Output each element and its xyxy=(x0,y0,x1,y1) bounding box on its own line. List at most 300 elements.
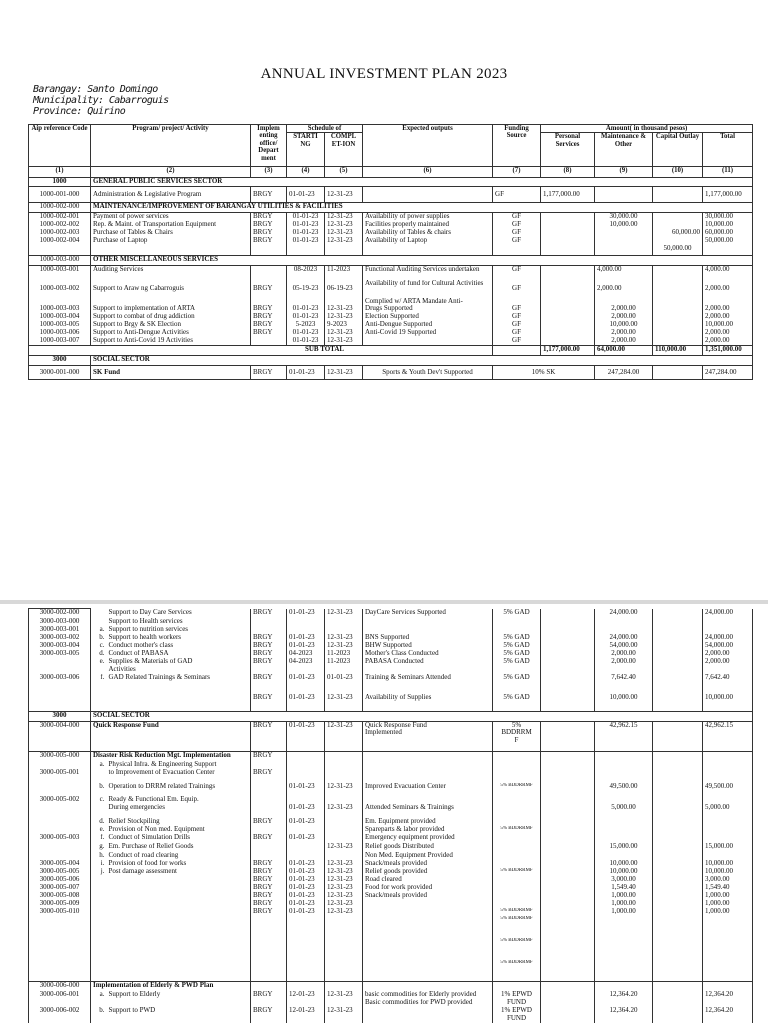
personal-services xyxy=(541,221,595,229)
implementing-office: BRGY xyxy=(251,658,287,666)
aip-code: 1000-003-002 xyxy=(29,280,91,298)
personal-services xyxy=(541,999,595,1007)
mooe-amount xyxy=(595,916,653,938)
table-row xyxy=(29,280,753,298)
start-date: 08-2023 xyxy=(287,266,325,280)
col-implementing-header: Implem enting office/ Depart ment xyxy=(251,125,287,167)
capital-outlay xyxy=(653,609,703,618)
mooe-amount xyxy=(595,618,653,626)
col-outputs-header: Expected outputs xyxy=(363,125,493,167)
program-name: Conduct mother's class xyxy=(107,642,251,650)
aip-code: 3000-005-003 xyxy=(29,834,91,843)
table-row xyxy=(29,618,753,626)
item-letter xyxy=(91,876,107,884)
aip-code: 1000-003-000 xyxy=(29,256,91,266)
mooe-amount xyxy=(595,834,653,843)
item-letter xyxy=(91,769,107,783)
end-date: 12-31-23 xyxy=(325,609,363,618)
funding-source xyxy=(493,796,541,804)
implementing-office: BRGY xyxy=(251,769,287,783)
capital-outlay xyxy=(653,826,703,834)
expected-output: Snack/meals provided xyxy=(363,892,493,900)
funding-source: FUND xyxy=(493,999,541,1007)
end-date: 12-31-23 xyxy=(325,642,363,650)
personal-services xyxy=(541,908,595,916)
capital-outlay xyxy=(653,900,703,908)
start-date: 01-01-23 xyxy=(287,884,325,892)
mooe-amount: 49,500.00 xyxy=(595,783,653,796)
aip-code: 3000-005-007 xyxy=(29,884,91,892)
program-name: Support to Elderly xyxy=(107,991,251,999)
capital-outlay xyxy=(653,329,703,337)
expected-output: basic commodities for Elderly provided xyxy=(363,991,493,999)
item-letter xyxy=(91,960,107,982)
aip-code xyxy=(29,938,91,960)
end-date: 12-31-23 xyxy=(325,187,363,203)
program-name: SK Fund xyxy=(91,365,251,379)
expected-output: Anti-Dengue Supported xyxy=(363,321,493,329)
personal-services xyxy=(541,843,595,852)
end-date: 11-2023 xyxy=(325,650,363,658)
expected-output: Facilities properly maintained xyxy=(363,221,493,229)
expected-output xyxy=(363,796,493,804)
funding-source: GF xyxy=(493,221,541,229)
table-row xyxy=(29,991,753,999)
item-letter: b. xyxy=(99,1006,105,1014)
subtotal-mooe: 64,000.00 xyxy=(595,345,653,355)
mooe-amount: 10,000.00 xyxy=(595,321,653,329)
start-date xyxy=(287,916,325,938)
expected-output: Anti-Covid 19 Supported xyxy=(363,329,493,337)
personal-services xyxy=(541,852,595,860)
subtotal-ps: 1,177,000.00 xyxy=(541,345,595,355)
funding-source: GF xyxy=(493,266,541,280)
expected-output: Election Supported xyxy=(363,313,493,321)
mooe-amount: 1,549.40 xyxy=(595,884,653,892)
total-amount: 1,549.40 xyxy=(703,884,753,892)
table-row xyxy=(29,221,753,229)
start-date xyxy=(287,666,325,674)
col-number: (3) xyxy=(251,167,287,178)
start-date xyxy=(287,796,325,804)
item-letter xyxy=(91,1015,107,1023)
mooe-amount: 7,642.40 xyxy=(595,674,653,694)
aip-code: 3000-001-000 xyxy=(29,365,91,379)
program-name: Rep. & Maint. of Transportation Equipment xyxy=(91,221,251,229)
end-date xyxy=(325,916,363,938)
implementing-office: BRGY xyxy=(251,650,287,658)
location-info xyxy=(33,84,169,117)
start-date xyxy=(287,618,325,626)
implementing-office: BRGY xyxy=(251,213,287,221)
end-date: 12-31-23 xyxy=(325,991,363,999)
table-row xyxy=(29,960,753,982)
expected-output: Sports & Youth Dev't Supported xyxy=(363,365,493,379)
end-date: 12-31-23 xyxy=(325,313,363,321)
qrf-output: Quick Response Fund xyxy=(365,721,427,729)
end-date xyxy=(325,852,363,860)
end-date xyxy=(325,626,363,634)
aip-code: 1000-003-007 xyxy=(29,337,91,345)
start-date: 01-01-23 xyxy=(287,694,325,712)
aip-code: 3000-005-001 xyxy=(29,769,91,783)
program-name: Post damage assessment xyxy=(107,868,251,876)
mooe-amount: 12,364.20 xyxy=(595,1007,653,1015)
funding-source xyxy=(493,860,541,868)
aip-code xyxy=(29,783,91,796)
funding-source: 1% EPWD xyxy=(493,1007,541,1015)
aip-code: 3000-006-000 xyxy=(29,982,91,991)
implementing-office xyxy=(251,618,287,626)
aip-code: 3000-005-004 xyxy=(29,860,91,868)
personal-services xyxy=(541,938,595,960)
implementing-office xyxy=(251,826,287,834)
capital-outlay xyxy=(653,187,703,203)
personal-services xyxy=(541,626,595,634)
expected-output xyxy=(363,908,493,916)
program-name: Purchase of Tables & Chairs xyxy=(91,229,251,237)
mooe-amount: 54,000.00 xyxy=(595,642,653,650)
item-letter: d. xyxy=(99,817,105,825)
implementing-office: BRGY xyxy=(251,609,287,618)
capital-outlay xyxy=(653,213,703,221)
total-amount: 2,000.00 xyxy=(703,280,753,298)
start-date xyxy=(287,999,325,1007)
item-letter: f. xyxy=(100,673,105,681)
implementing-office: BRGY xyxy=(251,991,287,999)
program-name: Support to Brgy & SK Election xyxy=(91,321,251,329)
implementing-office: BRGY xyxy=(251,892,287,900)
total-amount: 7,642.40 xyxy=(703,674,753,694)
aip-table-page2 xyxy=(28,608,753,1023)
expected-output: BNS Supported xyxy=(363,634,493,642)
expected-output: BHW Supported xyxy=(363,642,493,650)
end-date xyxy=(325,826,363,834)
implementing-office xyxy=(251,843,287,852)
personal-services xyxy=(541,769,595,783)
total-amount xyxy=(703,834,753,843)
expected-output: Drugs Supported xyxy=(363,305,493,313)
drr-extra-fund-rows xyxy=(29,916,753,982)
expected-output: Attended Seminars & Trainings xyxy=(363,804,493,818)
total-amount xyxy=(703,626,753,634)
capital-outlay xyxy=(653,1015,703,1023)
end-date: 12-31-23 xyxy=(325,908,363,916)
personal-services xyxy=(541,229,595,237)
personal-services xyxy=(541,960,595,982)
funding-source: GF xyxy=(493,237,541,245)
expected-output: Complied w/ ARTA Mandate Anti- xyxy=(363,298,493,305)
table-row xyxy=(29,818,753,826)
table-row xyxy=(29,843,753,852)
total-amount: 12,364.20 xyxy=(703,991,753,999)
table-row xyxy=(29,752,753,761)
personal-services xyxy=(541,1015,595,1023)
mooe-amount xyxy=(595,626,653,634)
item-letter xyxy=(91,804,107,818)
sector-row xyxy=(29,712,753,722)
start-date: 5-2023 xyxy=(287,321,325,329)
item-letter: c. xyxy=(99,641,105,649)
capital-outlay xyxy=(653,337,703,345)
expected-output xyxy=(363,769,493,783)
expected-output: Snack/meals provided xyxy=(363,860,493,868)
capital-outlay xyxy=(653,860,703,868)
mooe-amount xyxy=(595,187,653,203)
program-name: Operation to DRRM related Trainings xyxy=(107,783,251,796)
capital-outlay xyxy=(653,769,703,783)
implementing-office: BRGY xyxy=(251,694,287,712)
total-amount: 3,000.00 xyxy=(703,876,753,884)
aip-code xyxy=(29,826,91,834)
capital-outlay xyxy=(653,694,703,712)
program-name xyxy=(107,1015,251,1023)
col-total-header: Total xyxy=(703,133,753,167)
table-row xyxy=(29,266,753,280)
mooe-amount: 1,000.00 xyxy=(595,900,653,908)
personal-services xyxy=(541,991,595,999)
start-date: 04-2023 xyxy=(287,658,325,666)
aip-code: 3000-005-008 xyxy=(29,892,91,900)
expected-output: Mother's Class Conducted xyxy=(363,650,493,658)
total-amount: 24,000.00 xyxy=(703,609,753,618)
subtotal-total: 1,351,000.00 xyxy=(703,345,753,355)
expected-output xyxy=(363,618,493,626)
end-date: 12-31-23 xyxy=(325,900,363,908)
table-row xyxy=(29,694,753,712)
personal-services xyxy=(541,329,595,337)
total-amount xyxy=(703,769,753,783)
aip-code: 3000-002-000 xyxy=(29,609,91,618)
program-name: Provision of Non med. Equipment xyxy=(107,826,251,834)
col-co-header: Capital Outlay xyxy=(653,133,703,167)
end-date xyxy=(325,666,363,674)
end-date xyxy=(325,761,363,769)
program-name: Conduct of PABASA xyxy=(107,650,251,658)
total-amount: 2,000.00 xyxy=(703,305,753,313)
implementing-office: BRGY xyxy=(251,313,287,321)
end-date xyxy=(325,960,363,982)
program-name: Support to Day Care Services xyxy=(107,609,251,618)
qrf-fund: 5% xyxy=(511,721,522,729)
sector-row xyxy=(29,355,753,365)
funding-source xyxy=(493,804,541,818)
end-date: 12-31-23 xyxy=(325,634,363,642)
end-date: 12-31-23 xyxy=(325,213,363,221)
subsector-title: OTHER MISCELLANEOUS SERVICES xyxy=(91,256,753,266)
implementing-office xyxy=(251,796,287,804)
implementing-office xyxy=(251,999,287,1007)
mooe-amount xyxy=(595,769,653,783)
total-amount: 2,000.00 xyxy=(703,313,753,321)
personal-services: 1,177,000.00 xyxy=(541,187,595,203)
start-date: 01-01-23 xyxy=(287,229,325,237)
funding-source xyxy=(493,843,541,852)
qrf-output-line2: Implemented xyxy=(365,728,402,737)
item-letter xyxy=(91,999,107,1007)
funding-source xyxy=(493,618,541,626)
implementing-office xyxy=(251,626,287,634)
start-date xyxy=(287,769,325,783)
total-amount xyxy=(703,618,753,626)
table-row xyxy=(29,982,753,991)
expected-output: Food for work provided xyxy=(363,884,493,892)
table-row xyxy=(29,938,753,960)
program-name xyxy=(107,908,251,916)
capital-outlay xyxy=(653,804,703,818)
expected-output: Availability of Supplies xyxy=(363,694,493,712)
program-name xyxy=(107,938,251,960)
item-letter xyxy=(91,618,107,626)
implementing-office: BRGY xyxy=(251,884,287,892)
total-amount: 60,000.00 xyxy=(703,229,753,237)
col-number: (6) xyxy=(363,167,493,178)
table-row xyxy=(29,634,753,642)
start-date: 01-01-23 xyxy=(287,892,325,900)
end-date: 12-31-23 xyxy=(325,860,363,868)
capital-outlay xyxy=(653,1007,703,1015)
expected-output xyxy=(363,1015,493,1023)
aip-code xyxy=(29,916,91,938)
funding-source: FUND xyxy=(493,1015,541,1023)
personal-services xyxy=(541,796,595,804)
start-date: 01-01-23 xyxy=(287,305,325,313)
start-date: 01-01-23 xyxy=(287,609,325,618)
expected-output: Improved Evacuation Center xyxy=(363,783,493,796)
expected-output: Road cleared xyxy=(363,876,493,884)
aip-code xyxy=(29,852,91,860)
program-name: Auditing Services xyxy=(91,266,251,280)
expected-output: Non Med. Equipment Provided xyxy=(363,852,493,860)
table-row xyxy=(29,237,753,245)
expected-output: Availability of fund for Cultural Activities xyxy=(363,280,493,298)
capital-outlay xyxy=(653,237,703,245)
aip-code: 3000-005-002 xyxy=(29,796,91,804)
mooe-amount: 2,000.00 xyxy=(595,658,653,666)
mooe-amount: 2,000.00 xyxy=(595,329,653,337)
expected-output: Functional Auditing Services undertaken xyxy=(363,266,493,280)
aip-code: 1000-003-005 xyxy=(29,321,91,329)
implementing-office xyxy=(251,938,287,960)
mooe-amount xyxy=(595,999,653,1007)
personal-services xyxy=(541,1007,595,1015)
table-row xyxy=(29,229,753,237)
aip-code: 3000-003-000 xyxy=(29,618,91,626)
aip-code: 3000-005-000 xyxy=(29,752,91,761)
aip-code: 3000-005-005 xyxy=(29,868,91,876)
aip-code: 1000-003-006 xyxy=(29,329,91,337)
program-name: Provision of food for works xyxy=(107,860,251,868)
program-name: Support to Anti-Dengue Activities xyxy=(91,329,251,337)
table-row xyxy=(29,860,753,868)
start-date: 01-01-23 xyxy=(287,674,325,694)
expected-output: Availability of power supplies xyxy=(363,213,493,221)
aip-code: 3000-006-001 xyxy=(29,991,91,999)
total-amount: 4,000.00 xyxy=(703,266,753,280)
start-date: 01-01-23 xyxy=(287,860,325,868)
capital-outlay xyxy=(653,305,703,313)
end-date xyxy=(325,618,363,626)
expected-output xyxy=(363,938,493,960)
end-date xyxy=(325,818,363,826)
qrf-fund-line2: BDDRRM xyxy=(501,728,532,737)
start-date xyxy=(287,843,325,852)
item-letter xyxy=(91,908,107,916)
total-amount: 2,000.00 xyxy=(703,650,753,658)
end-date xyxy=(325,1015,363,1023)
aip-code: 1000-003-001 xyxy=(29,266,91,280)
funding-source: 1% EPWD xyxy=(493,991,541,999)
expected-output xyxy=(363,761,493,769)
table-row xyxy=(29,769,753,783)
start-date: 01-01-23 xyxy=(287,900,325,908)
total-amount: 2,000.00 xyxy=(703,658,753,666)
total-amount xyxy=(703,761,753,769)
program-name: to Improvement of Evacuation Center xyxy=(107,769,251,783)
funding-source xyxy=(493,852,541,860)
table-row xyxy=(29,876,753,884)
program-name: Support to combat of drug addiction xyxy=(91,313,251,321)
end-date: 12-31-23 xyxy=(325,843,363,852)
expected-output: Em. Equipment provided xyxy=(363,818,493,826)
capital-outlay xyxy=(653,868,703,876)
expected-output: Availability of Tables & chairs xyxy=(363,229,493,237)
start-date xyxy=(287,1015,325,1023)
personal-services xyxy=(541,818,595,826)
implementing-office: BRGY xyxy=(251,229,287,237)
item-letter: a. xyxy=(99,760,105,768)
start-date: 01-01-23 xyxy=(287,818,325,826)
col-number: (4) xyxy=(287,167,325,178)
mooe-amount: 2,000.00 xyxy=(595,650,653,658)
implementing-office: BRGY xyxy=(251,237,287,245)
capital-outlay xyxy=(653,674,703,694)
total-amount xyxy=(703,826,753,834)
start-date: 01-01-23 xyxy=(287,634,325,642)
barangay-label: Barangay: Santo Domingo xyxy=(33,84,158,95)
program-name: Purchase of Laptop xyxy=(91,237,251,245)
subsector-row xyxy=(29,203,753,213)
item-letter: e. xyxy=(99,657,105,665)
personal-services xyxy=(541,876,595,884)
capital-outlay xyxy=(653,642,703,650)
item-letter xyxy=(91,892,107,900)
end-date: 12-31-23 xyxy=(325,305,363,313)
capital-outlay xyxy=(653,796,703,804)
personal-services xyxy=(541,900,595,908)
document-title: ANNUAL INVESTMENT PLAN 2023 xyxy=(260,66,508,82)
capital-outlay xyxy=(653,999,703,1007)
aip-code: 3000-005-009 xyxy=(29,900,91,908)
capital-outlay xyxy=(653,221,703,229)
total-amount xyxy=(703,666,753,674)
table-row xyxy=(29,900,753,908)
funding-source: 5% BDDRRMF xyxy=(493,826,541,834)
end-date: 12-31-23 xyxy=(325,876,363,884)
table-row xyxy=(29,868,753,876)
program-name: Implementation of Elderly & PWD Plan xyxy=(91,982,251,991)
aip-code xyxy=(29,999,91,1007)
program-name xyxy=(107,884,251,892)
personal-services xyxy=(541,674,595,694)
start-date xyxy=(287,938,325,960)
capital-outlay: 50,000.00 xyxy=(653,245,703,256)
aip-code: 3000-006-002 xyxy=(29,1007,91,1015)
program-name: Conduct of Simulation Drills xyxy=(107,834,251,843)
expected-output: Basic commodities for PWD provided xyxy=(363,999,493,1007)
end-date: 11-2023 xyxy=(325,266,363,280)
col-starting-header: STARTI NG xyxy=(287,133,325,167)
